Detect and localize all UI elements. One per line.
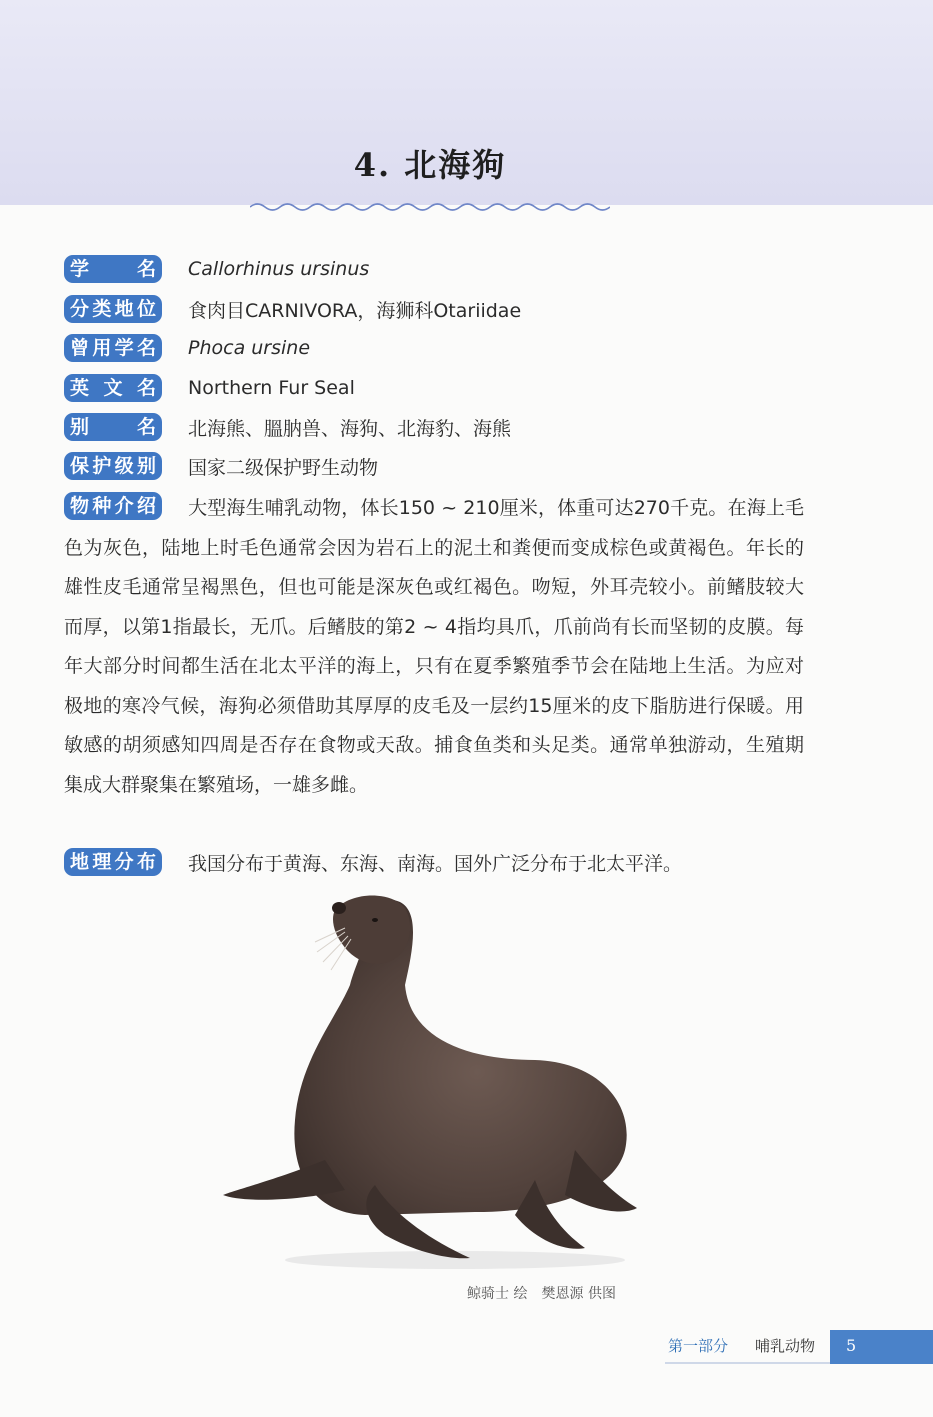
page-title: 4. 北海狗: [353, 146, 507, 184]
field-value: 我国分布于黄海、东海、南海。国外广泛分布于北太平洋。: [188, 852, 683, 875]
field-label: 分类地位: [64, 295, 162, 323]
field-distribution: [64, 846, 682, 878]
wave-divider: [250, 199, 610, 215]
field-english-name: [64, 372, 355, 404]
footer-section: 哺乳动物: [755, 1337, 816, 1355]
field-label: 英 文 名: [64, 374, 162, 402]
footer-divider: [665, 1362, 830, 1364]
field-classification: [64, 293, 521, 325]
field-alias: [64, 411, 511, 443]
field-value: 食肉目CARNIVORA，海狮科Otariidae: [188, 299, 522, 322]
field-value: 国家二级保护野生动物: [188, 456, 379, 479]
fur-seal-illustration: [215, 890, 645, 1275]
intro-label: 物种介绍: [64, 492, 162, 520]
field-label: 保护级别: [64, 452, 162, 480]
field-scientific-name: [64, 253, 369, 285]
field-label: 地理分布: [64, 848, 162, 876]
species-intro: [64, 489, 804, 805]
page-number-tab: [830, 1330, 933, 1364]
field-label: 曾用学名: [64, 334, 162, 362]
field-value: Callorhinus ursinus: [188, 258, 370, 280]
intro-text: 大型海生哺乳动物，体长150 ~ 210厘米，体重可达270千克。在海上毛色为灰色，陆地上时毛色通常会因为岩石上的泥土和粪便而变成棕色或黄褐色。年长的雄性皮毛通常呈褐黑色，但也可能是深灰色或红褐色。吻短，外耳壳较小。前鳍肢较大而厚，以第1指最长，无爪。后鳍肢的第2 ~ 4指均具爪，爪前尚有长而坚韧的皮膜。每年大部分时间都生活在北太平洋的海上，只有在夏季繁殖季节会在陆地上生活。为应对极地的寒冷气候，海狗必须借助其厚厚的皮毛及一层约15厘米的皮下脂肪进行保暖。用敏感的胡须感知四周是否存在食物或天敌。捕食鱼类和头足类。通常单独游动，生殖期集成大群聚集在繁殖场，一雄多雌。: [64, 497, 804, 796]
footer-part: 第一部分: [668, 1337, 729, 1355]
figure-caption: 鲸骑士 绘 樊恩源 供图: [467, 1286, 616, 1302]
field-value: 北海熊、膃肭兽、海狗、北海豹、海熊: [188, 417, 512, 440]
field-former-name: [64, 332, 310, 364]
field-value: Northern Fur Seal: [188, 377, 355, 399]
field-value: Phoca ursine: [188, 337, 311, 359]
field-label: 学 名: [64, 255, 162, 283]
field-protection-level: [64, 450, 378, 482]
page-number: 5: [846, 1336, 857, 1355]
field-label: 别 名: [64, 413, 162, 441]
